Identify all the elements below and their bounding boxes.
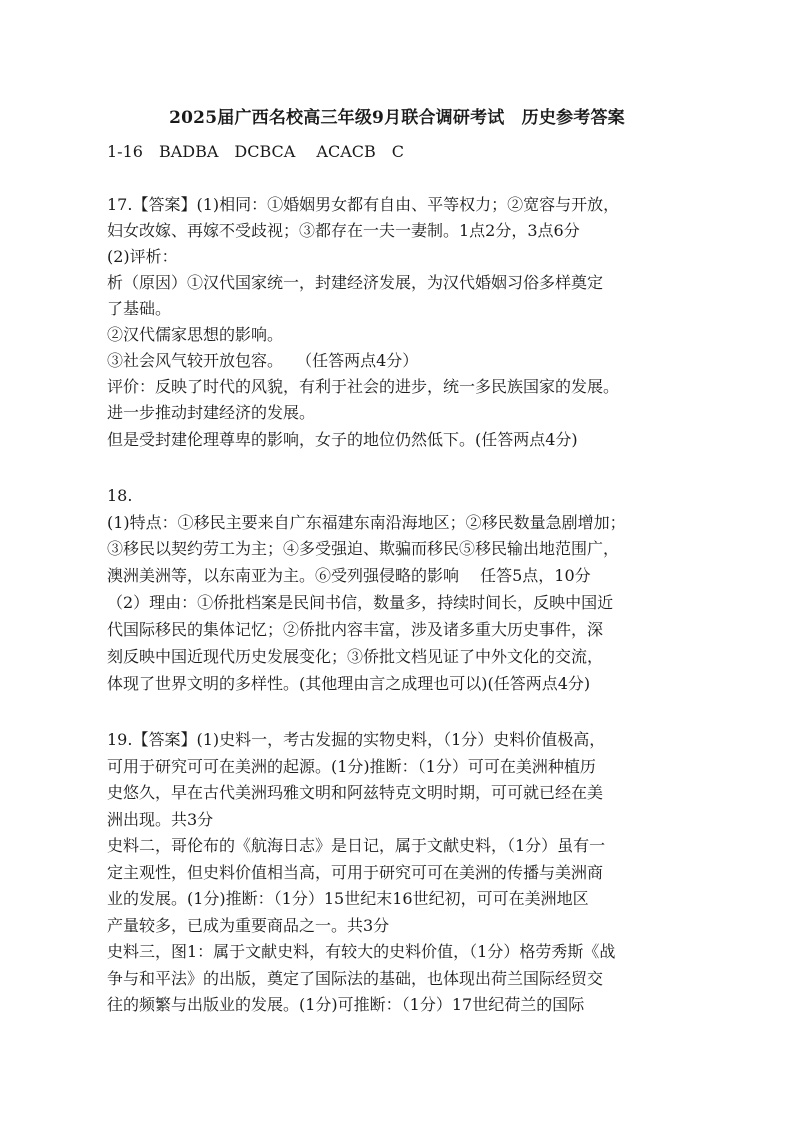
q17-line: 评价：反映了时代的风貌，有利于社会的进步，统一多民族国家的发展。 xyxy=(107,377,620,396)
q17-line: 但是受封建伦理尊卑的影响，女子的地位仍然低下。(任答两点4分) xyxy=(107,430,578,449)
q17-line: 妇女改嫁、再嫁不受歧视；③都存在一夫一妻制。1点2分，3点6分 xyxy=(107,221,580,240)
q18-line: （2）理由：①侨批档案是民间书信，数量多，持续时间长，反映中国近 xyxy=(107,593,614,612)
q19-line: 争与和平法》的出版，奠定了国际法的基础，也体现出荷兰国际经贸交 xyxy=(107,969,604,988)
q17-line: 进一步推动封建经济的发展。 xyxy=(107,403,316,422)
q19-line: 史料三，图1：属于文献史料，有较大的史料价值，（1分）格劳秀斯《战 xyxy=(107,942,616,961)
q17-line: 了基础。 xyxy=(107,299,172,318)
q17-line: (2)评析： xyxy=(107,247,178,266)
q18-line: 体现了世界文明的多样性。(其他理由言之成理也可以)(任答两点4分) xyxy=(107,674,591,693)
q19-line: 产量较多，已成为重要商品之一。共3分 xyxy=(107,916,390,935)
q19-line: 业的发展。(1分)推断：（1分）15世纪末16世纪初，可可在美洲地区 xyxy=(107,889,589,908)
q18-line: ③移民以契约劳工为主；④多受强迫、欺骗而移民⑤移民输出地范围广， xyxy=(107,539,620,558)
q17-line: 17.【答案】(1)相同：①婚姻男女都有自由、平等权力；②宽容与开放， xyxy=(107,195,620,214)
q18-line: 澳洲美洲等，以东南亚为主。⑥受列强侵略的影响 任答5点，10分 xyxy=(107,566,591,585)
q19-line: 往的频繁与出版业的发展。(1分)可推断：（1分）17世纪荷兰的国际 xyxy=(107,995,585,1014)
q17-line: 析（原因）①汉代国家统一，封建经济发展，为汉代婚姻习俗多样奠定 xyxy=(107,273,604,292)
multiple-choice-answers: 1-16 BADBA DCBCA ACACB C xyxy=(107,142,405,161)
q19-line: 洲出现。共3分 xyxy=(107,810,214,829)
q19-line: 可用于研究可可在美洲的起源。(1分)推断：（1分）可可在美洲种植历 xyxy=(107,757,596,776)
q19-line: 19.【答案】(1)史料一，考古发掘的实物史料，（1分）史料价值极高， xyxy=(107,730,606,749)
q17-line: ②汉代儒家思想的影响。 xyxy=(107,325,284,344)
q19-line: 定主观性，但史料价值相当高，可用于研究可可在美洲的传播与美洲商 xyxy=(107,863,604,882)
q18-line: 18. xyxy=(107,486,133,505)
document-title: 2025届广西名校高三年级9月联合调研考试 历史参考答案 xyxy=(169,108,625,128)
q18-line: (1)特点：①移民主要来自广东福建东南沿海地区；②移民数量急剧增加； xyxy=(107,513,626,532)
q17-line: ③社会风气较开放包容。 （任答两点4分） xyxy=(107,351,419,370)
q19-line: 史悠久，早在古代美洲玛雅文明和阿兹特克文明时期，可可就已经在美 xyxy=(107,783,604,802)
q18-line: 刻反映中国近现代历史发展变化；③侨批文档见证了中外文化的交流， xyxy=(107,647,604,666)
q18-line: 代国际移民的集体记忆；②侨批内容丰富，涉及诸多重大历史事件，深 xyxy=(107,620,604,639)
q19-line: 史料二，哥伦布的《航海日志》是日记，属于文献史料，（1分）虽有一 xyxy=(107,836,606,855)
